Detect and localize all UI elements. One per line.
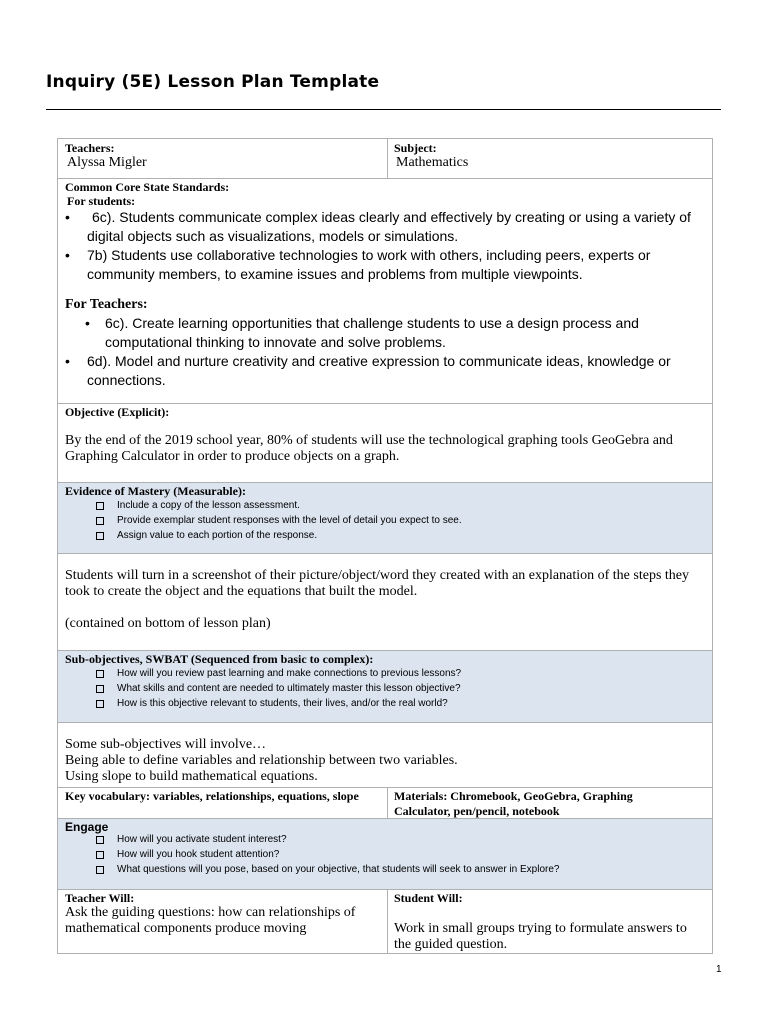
teachers-label: Teachers: [65, 141, 115, 155]
evidence-header-cell [58, 482, 712, 553]
checkbox-icon [96, 836, 104, 844]
objective-label: Objective (Explicit): [65, 405, 170, 419]
subobjectives-content-cell [58, 722, 712, 787]
lesson-plan-table [57, 138, 713, 954]
page-title: Inquiry (5E) Lesson Plan Template [46, 72, 380, 92]
checkbox-icon [96, 700, 104, 708]
student-standard-7b: • 7b) Students use collaborative technologies to work with others, including peers, experts or community members, to examine issues and problems from multiple viewpoints. [65, 247, 651, 282]
for-teachers-label: For Teachers: [65, 297, 148, 312]
evidence-text: Students will turn in a screenshot of their picture/object/word they created with an explanation of the steps they took to create the object and the equations that built the model. [65, 568, 689, 599]
subobjective-line: Being able to define variables and relationship between two variables. [65, 753, 458, 768]
standards-label: Common Core State Standards: [65, 180, 230, 194]
evidence-note: (contained on bottom of lesson plan) [65, 616, 271, 631]
objective-text: By the end of the 2019 school year, 80% of students will use the technological graphing tools GeoGebra and Graphing Calculator in order to produce objects on a graph. [65, 433, 673, 464]
standards-cell [58, 178, 712, 403]
student-will-cell [388, 890, 712, 953]
evidence-prompt: Include a copy of the lesson assessment. [65, 498, 705, 513]
evidence-prompt: Assign value to each portion of the response. [65, 528, 705, 543]
subobjective-prompt: How will you review past learning and make connections to previous lessons? [65, 666, 705, 681]
checkbox-icon [96, 685, 104, 693]
evidence-prompt: Provide exemplar student responses with the level of detail you expect to see. [65, 513, 705, 528]
teacher-subject-row [58, 139, 712, 178]
bullet-icon: • [65, 247, 70, 263]
checkbox-icon [96, 866, 104, 874]
subobjective-prompt: How is this objective relevant to students, their lives, and/or the real world? [65, 696, 705, 711]
teacher-student-row [58, 889, 712, 953]
checkbox-icon [96, 670, 104, 678]
checkbox-icon [96, 851, 104, 859]
checkbox-icon [96, 517, 104, 525]
teacher-will-text: Ask the guiding questions: how can relationships of mathematical components produce moving [65, 905, 356, 936]
teachers-value: Alyssa Migler [67, 155, 147, 170]
student-will-label: Student Will: [394, 891, 463, 905]
teacher-standard-6d: • 6d). Model and nurture creativity and creative expression to communicate ideas, knowledge or connections. [65, 353, 671, 388]
evidence-label: Evidence of Mastery (Measurable): [65, 484, 246, 498]
objective-cell [58, 403, 712, 482]
page-number: 1 [716, 964, 722, 975]
bullet-icon: • [65, 209, 70, 225]
checkbox-icon [96, 532, 104, 540]
materials-cell [388, 788, 712, 818]
for-students-label: For students: [67, 194, 136, 208]
student-standard-6c: • 6c). Students communicate complex ideas clearly and effectively by creating or using a variety of digital objects such as visualizations, models or simulations. [65, 209, 691, 244]
engage-prompt: What questions will you pose, based on your objective, that students will seek to answer in Explore? [65, 862, 705, 877]
bullet-icon: • [65, 353, 70, 369]
engage-prompt: How will you activate student interest? [65, 832, 705, 847]
subject-cell [388, 139, 712, 178]
checkbox-icon [96, 502, 104, 510]
bullet-icon: • [85, 315, 90, 331]
subobjectives-label: Sub-objectives, SWBAT (Sequenced from basic to complex): [65, 652, 374, 666]
engage-cell [58, 818, 712, 889]
engage-prompt: How will you hook student attention? [65, 847, 705, 862]
title-rule [46, 109, 721, 110]
subobjective-prompt: What skills and content are needed to ultimately master this lesson objective? [65, 681, 705, 696]
engage-label: Engage [65, 820, 109, 834]
teacher-will-cell [58, 890, 388, 953]
vocab-cell [58, 788, 388, 818]
vocab-materials-row [58, 787, 712, 818]
vocab-text: Key vocabulary: variables, relationships, equations, slope [65, 789, 359, 803]
subject-label: Subject: [394, 141, 437, 155]
subject-value: Mathematics [396, 155, 469, 170]
subobjective-line: Some sub-objectives will involve… [65, 737, 267, 752]
teacher-standard-6c: • 6c). Create learning opportunities that challenge students to use a design process and computational thinking to innovate and solve problems. [85, 315, 639, 350]
student-will-text: Work in small groups trying to formulate answers to the guided question. [394, 921, 687, 952]
teachers-cell [58, 139, 388, 178]
teacher-will-label: Teacher Will: [65, 891, 135, 905]
subobjectives-header-cell [58, 650, 712, 722]
evidence-content-cell [58, 553, 712, 650]
subobjective-line: Using slope to build mathematical equations. [65, 769, 318, 784]
materials-text: Materials: Chromebook, GeoGebra, Graphing Calculator, pen/pencil, notebook [394, 789, 633, 818]
